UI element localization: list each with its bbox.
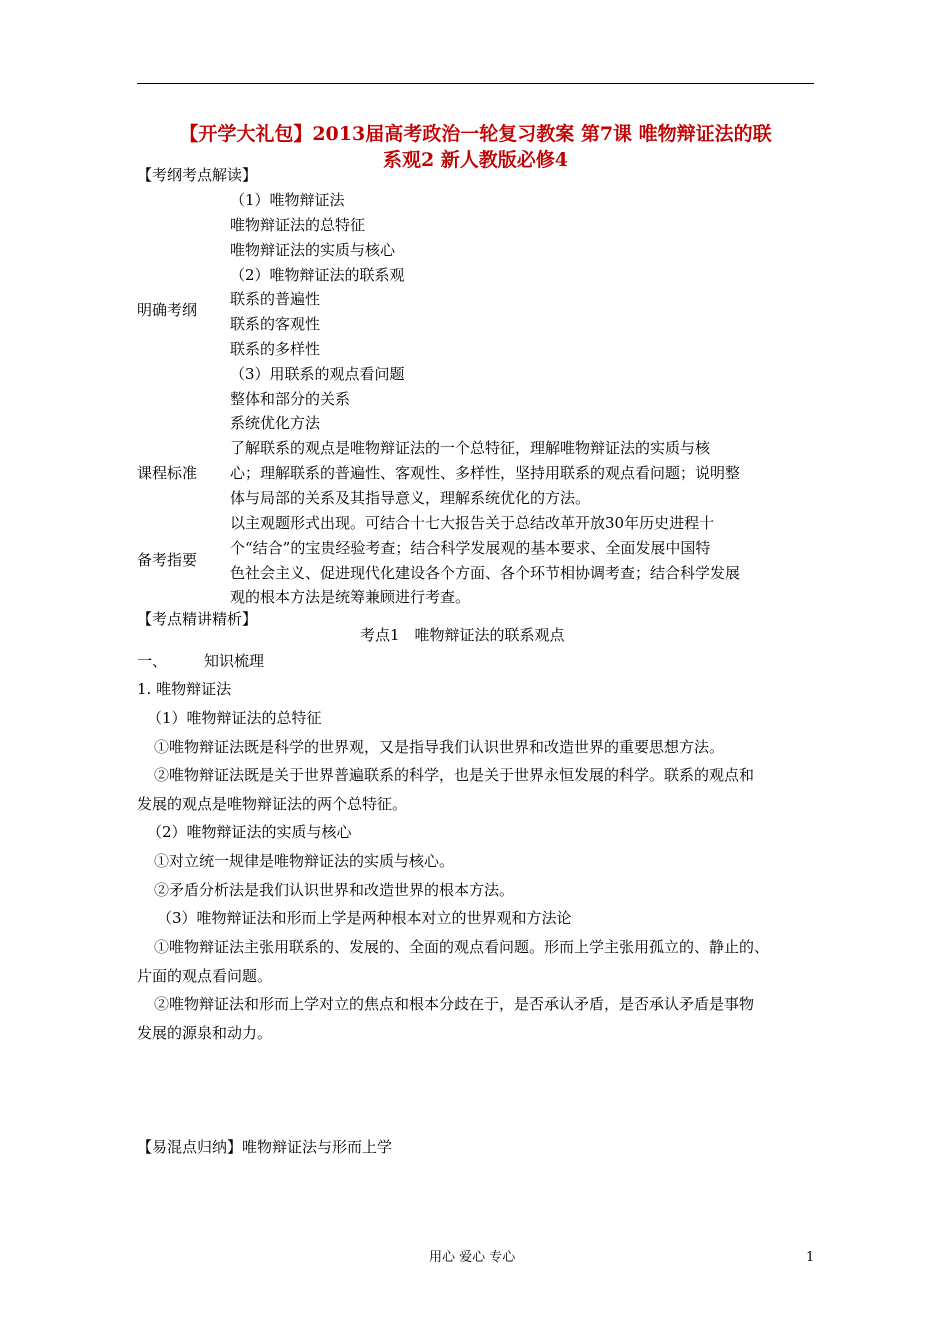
header-rule — [137, 83, 814, 84]
mingque-item: 整体和部分的关系 — [230, 390, 351, 408]
mingque-item: 唯物辩证法的实质与核心 — [230, 241, 396, 259]
section-title: 知识梳理 — [204, 652, 265, 670]
mingque-label: 明确考纲 — [137, 301, 198, 319]
mingque-item: 唯物辩证法的总特征 — [230, 216, 366, 234]
body-line: （1）唯物辩证法的总特征 — [147, 709, 322, 727]
body-line: ①唯物辩证法既是科学的世界观，又是指导我们认识世界和改造世界的重要思想方法。 — [154, 738, 725, 756]
body-line: 1. 唯物辩证法 — [137, 680, 232, 698]
body-line: （2）唯物辩证法的实质与核心 — [147, 823, 352, 841]
page-number: 1 — [806, 1250, 815, 1265]
mingque-item: 联系的客观性 — [230, 315, 321, 333]
body-line: ①唯物辩证法主张用联系的、发展的、全面的观点看问题。形而上学主张用孤立的、静止的、 — [154, 938, 770, 956]
title-line-1: 【开学大礼包】2013届高考政治一轮复习教案 第7课 唯物辩证法的联 — [179, 123, 772, 145]
body-line: ①对立统一规律是唯物辩证法的实质与核心。 — [154, 852, 455, 870]
body-line: 片面的观点看问题。 — [137, 967, 273, 985]
mingque-item: （1）唯物辩证法 — [230, 191, 345, 209]
section-number: 一、 — [137, 652, 168, 670]
kecheng-line: 体与局部的关系及其指导意义，理解系统优化的方法。 — [230, 489, 591, 507]
jingjiang-heading: 【考点精讲精析】 — [137, 610, 258, 628]
kecheng-label: 课程标准 — [137, 464, 198, 482]
yihun-heading: 【易混点归纳】 — [137, 1138, 243, 1156]
yihun-section — [137, 1137, 392, 1157]
kecheng-line: 心；理解联系的普遍性、客观性、多样性，坚持用联系的观点看问题；说明整 — [230, 464, 741, 482]
beikao-line: 色社会主义、促进现代化建设各个方面、各个环节相协调考查；结合科学发展 — [230, 564, 741, 582]
body-line: （3）唯物辩证法和形而上学是两种根本对立的世界观和方法论 — [157, 909, 572, 927]
mingque-item: （2）唯物辩证法的联系观 — [230, 266, 405, 284]
body-line: 发展的观点是唯物辩证法的两个总特征。 — [137, 795, 408, 813]
beikao-line: 观的根本方法是统筹兼顾进行考查。 — [230, 588, 471, 606]
beikao-label: 备考指要 — [137, 551, 198, 569]
mingque-item: （3）用联系的观点看问题 — [230, 365, 405, 383]
body-line: 发展的源泉和动力。 — [137, 1024, 273, 1042]
beikao-line: 以主观题形式出现。可结合十七大报告关于总结改革开放30年历史进程十 — [230, 514, 715, 532]
footer-text: 用心 爱心 专心 — [429, 1250, 516, 1265]
kaogang-heading: 【考纲考点解读】 — [137, 166, 258, 184]
body-line: ②矛盾分析法是我们认识世界和改造世界的根本方法。 — [154, 881, 515, 899]
beikao-line: 个“结合”的宝贵经验考查；结合科学发展观的基本要求、全面发展中国特 — [230, 539, 711, 557]
mingque-item: 系统优化方法 — [230, 414, 321, 432]
body-line: ②唯物辩证法和形而上学对立的焦点和根本分歧在于，是否承认矛盾，是否承认矛盾是事物 — [154, 995, 755, 1013]
mingque-item: 联系的普遍性 — [230, 290, 321, 308]
mingque-item: 联系的多样性 — [230, 340, 321, 358]
body-line: ②唯物辩证法既是关于世界普遍联系的科学，也是关于世界永恒发展的科学。联系的观点和 — [154, 766, 755, 784]
kaodian-title: 考点1 唯物辩证法的联系观点 — [360, 626, 565, 644]
kecheng-line: 了解联系的观点是唯物辩证法的一个总特征，理解唯物辩证法的实质与核 — [230, 439, 711, 457]
title-line-2: 系观2 新人教版必修4 — [382, 149, 569, 171]
yihun-text: 唯物辩证法与形而上学 — [242, 1138, 393, 1156]
